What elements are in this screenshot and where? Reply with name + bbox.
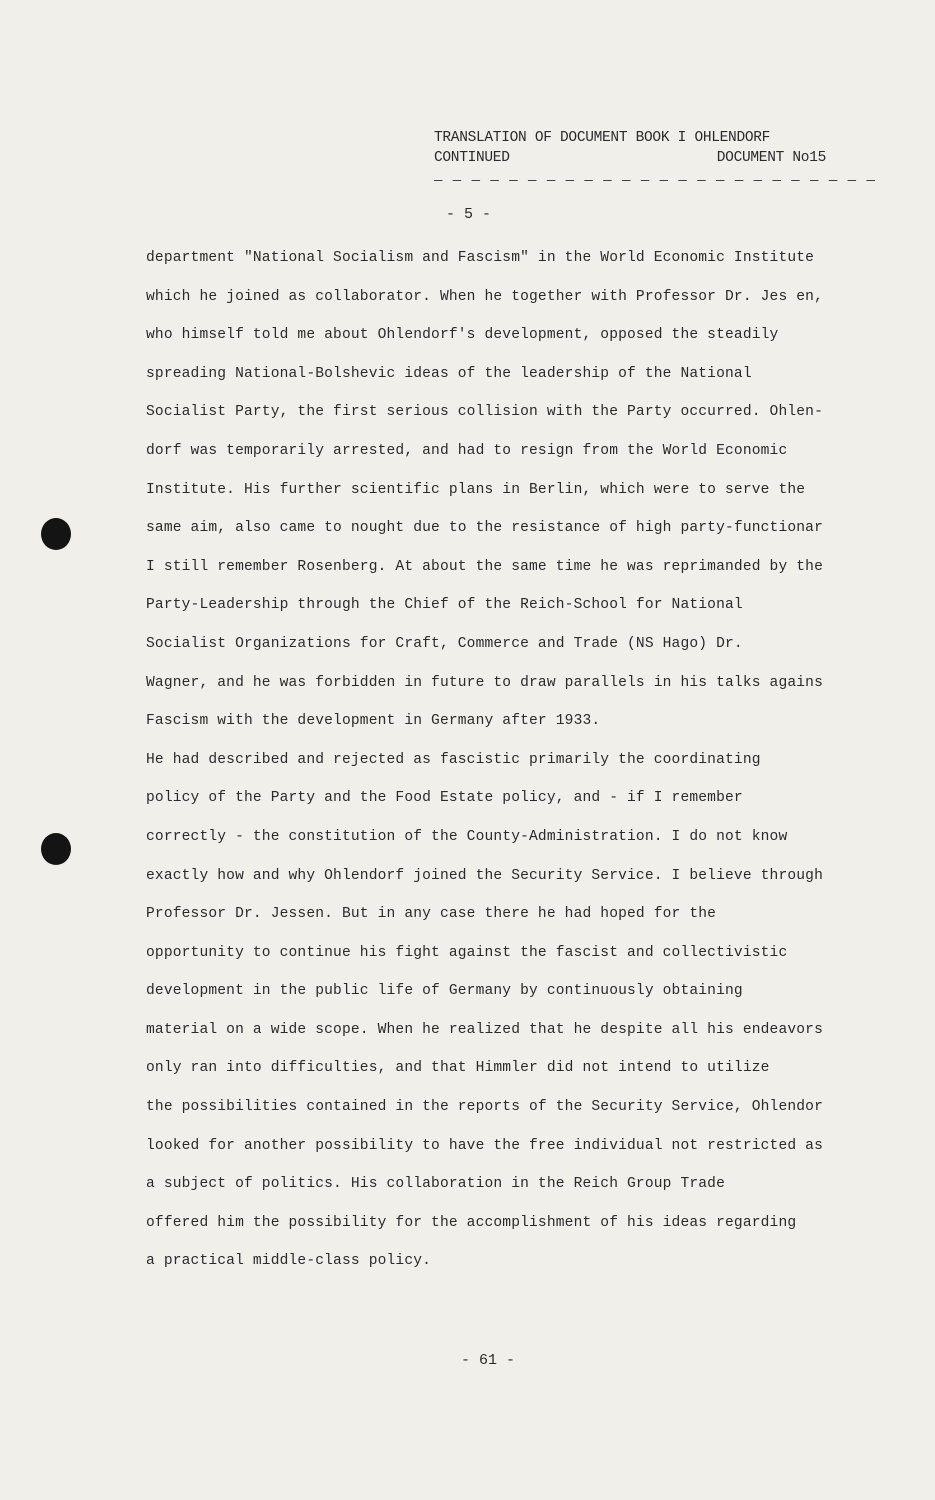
body-line: I still remember Rosenberg. At about the same time he was reprimanded by the (146, 558, 823, 575)
header-rule: — — — — — — — — — — — — — — — — — — — — — — — — (434, 173, 876, 189)
header-continued: CONTINUED (434, 150, 510, 166)
body-line: dorf was temporarily arrested, and had to resign from the World Economic (146, 442, 788, 459)
body-text (146, 244, 891, 1286)
body-line: which he joined as collaborator. When he together with Professor Dr. Jes en, (146, 288, 823, 305)
body-line: Socialist Organizations for Craft, Commerce and Trade (NS Hago) Dr. (146, 635, 743, 652)
punch-hole-upper (41, 518, 71, 550)
body-line: a subject of politics. His collaboration in the Reich Group Trade (146, 1176, 725, 1193)
body-line: Institute. His further scientific plans in Berlin, which were to serve the (146, 481, 806, 498)
body-line: Professor Dr. Jessen. But in any case there he had hoped for the (146, 906, 717, 923)
document-header (434, 128, 876, 191)
body-line: opportunity to continue his fight against the fascist and collectivistic (146, 944, 788, 961)
body-line: spreading National-Bolshevic ideas of the leadership of the National (146, 365, 752, 382)
body-line: policy of the Party and the Food Estate policy, and - if I remember (146, 790, 743, 807)
header-document-number: DOCUMENT No15 (716, 150, 826, 166)
body-line: offered him the possibility for the accomplishment of his ideas regarding (146, 1214, 797, 1231)
punch-hole-lower (41, 833, 71, 865)
body-line: Party-Leadership through the Chief of the Reich-School for National (146, 597, 743, 614)
body-line: looked for another possibility to have the free individual not restricted as (146, 1137, 823, 1154)
body-line: who himself told me about Ohlendorf's development, opposed the steadily (146, 327, 779, 344)
body-line: exactly how and why Ohlendorf joined the Security Service. I believe through (146, 867, 823, 884)
body-line: development in the public life of Germany by continuously obtaining (146, 983, 743, 1000)
page-number-bottom: - 61 - (461, 1352, 516, 1369)
body-line: correctly - the constitution of the County-Administration. I do not know (146, 828, 788, 845)
page-number-top: - 5 - (446, 206, 492, 223)
body-line: department "National Socialism and Fascism" in the World Economic Institute (146, 250, 815, 266)
header-title: TRANSLATION OF DOCUMENT BOOK I OHLENDORF (434, 130, 771, 146)
body-line: Fascism with the development in Germany after 1933. (146, 713, 601, 730)
body-line: same aim, also came to nought due to the resistance of high party-functionar (146, 520, 823, 537)
body-line: Wagner, and he was forbidden in future to draw parallels in his talks agains (146, 674, 823, 691)
body-line: a practical middle-class policy. (146, 1253, 432, 1270)
body-line: the possibilities contained in the reports of the Security Service, Ohlendor (146, 1099, 823, 1116)
body-line: material on a wide scope. When he realized that he despite all his endeavors (146, 1021, 823, 1038)
body-line: Socialist Party, the first serious collision with the Party occurred. Ohlen- (146, 404, 823, 421)
body-line: He had described and rejected as fascistic primarily the coordinating (146, 751, 761, 768)
body-line: only ran into difficulties, and that Himmler did not intend to utilize (146, 1060, 770, 1077)
